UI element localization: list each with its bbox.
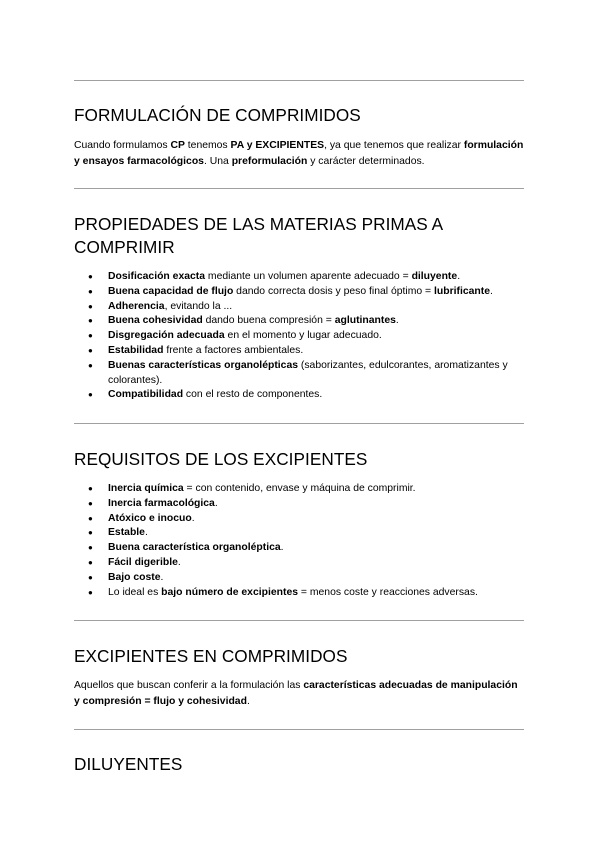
text-run: , ya que tenemos que realizar xyxy=(324,140,464,151)
bold-text: Estabilidad xyxy=(108,344,164,356)
divider-2 xyxy=(74,423,524,424)
bold-text: Buena cohesividad xyxy=(108,315,203,327)
divider-4 xyxy=(74,729,524,730)
bold-text: Dosificación exacta xyxy=(108,271,206,282)
paragraph-formulacion xyxy=(74,138,524,170)
list-item xyxy=(74,359,526,389)
text-run: . xyxy=(280,542,284,554)
list-item xyxy=(74,300,526,315)
text-run: . xyxy=(191,512,195,524)
list-item xyxy=(74,388,526,403)
bold-text: bajo número de excipientes xyxy=(161,586,299,598)
bold-text: lubrificante xyxy=(434,285,491,297)
bold-text: Disgregación adecuada xyxy=(108,330,225,342)
bold-text: CP xyxy=(170,140,185,151)
list-item xyxy=(74,314,526,329)
list-item xyxy=(74,270,526,285)
text-run: en el momento y lugar adecuado. xyxy=(224,330,382,342)
list-item xyxy=(74,285,526,300)
heading-diluyentes: DILUYENTES xyxy=(74,754,183,774)
text-run: . xyxy=(144,527,148,539)
text-run: Lo ideal es xyxy=(108,586,162,598)
text-run: . xyxy=(490,285,493,297)
text-run: tenemos xyxy=(184,140,231,151)
list-item xyxy=(74,497,526,512)
bold-text: Adherencia xyxy=(108,300,165,312)
bold-text: Buena característica organoléptica xyxy=(108,542,281,554)
list-item xyxy=(74,512,526,527)
text-run: . Una xyxy=(203,156,232,167)
list-item xyxy=(74,541,526,556)
text-run: con el resto de componentes. xyxy=(183,389,323,401)
text-run: Cuando formulamos xyxy=(74,140,171,151)
text-run: (saborizantes, edulcorantes, aromatizantes y colorantes). xyxy=(108,359,508,386)
divider-3 xyxy=(74,620,524,621)
heading-requisitos: REQUISITOS DE LOS EXCIPIENTES xyxy=(74,449,368,469)
bold-text: Compatibilidad xyxy=(108,389,184,401)
text-run: . xyxy=(246,696,250,707)
list-item xyxy=(74,526,526,541)
text-run: dando correcta dosis y peso final óptimo = xyxy=(233,285,435,297)
list-item xyxy=(74,556,526,571)
text-run: frente a factores ambientales. xyxy=(163,344,304,356)
paragraph-excipientes xyxy=(74,678,524,710)
bold-text: preformulación xyxy=(231,156,308,167)
text-run: y carácter determinados. xyxy=(307,156,425,167)
bold-text: Inercia farmacológica xyxy=(108,497,215,509)
bold-text: Estable xyxy=(108,527,145,539)
divider-1 xyxy=(74,188,524,189)
bold-text: diluyente xyxy=(411,271,458,282)
bold-text: características adecuadas de manipulación y compresión = flujo y cohesividad xyxy=(74,680,518,707)
text-run: . xyxy=(160,571,164,583)
heading-excipientes: EXCIPIENTES EN COMPRIMIDOS xyxy=(74,646,348,666)
text-run: = menos coste y reacciones adversas. xyxy=(298,586,478,598)
list-requisitos xyxy=(74,482,526,600)
text-run: Aquellos que buscan conferir a la formulación las xyxy=(74,680,304,691)
list-item xyxy=(74,586,526,601)
text-run: , evitando la ... xyxy=(164,300,233,312)
bold-text: aglutinantes xyxy=(334,315,396,327)
bold-text: Buena capacidad de flujo xyxy=(108,285,234,297)
bold-text: Buenas características organolépticas xyxy=(108,359,299,371)
bold-text: Bajo coste xyxy=(108,571,161,583)
text-run: . xyxy=(457,271,461,282)
text-run: . xyxy=(177,556,181,568)
text-run: . xyxy=(395,315,399,327)
list-item xyxy=(74,571,526,586)
bold-text: PA y EXCIPIENTES xyxy=(230,140,325,151)
list-item xyxy=(74,482,526,497)
bold-text: Atóxico e inocuo xyxy=(108,512,192,524)
list-propiedades xyxy=(74,270,526,403)
heading-propiedades: PROPIEDADES DE LAS MATERIAS PRIMAS A COMPRIMIR xyxy=(74,214,443,257)
bold-text: Inercia química xyxy=(108,483,184,494)
text-run: mediante un volumen aparente adecuado = xyxy=(205,271,412,282)
text-run: dando buena compresión = xyxy=(202,315,335,327)
text-run: . xyxy=(214,497,218,509)
list-item xyxy=(74,344,526,359)
heading-formulacion: FORMULACIÓN DE COMPRIMIDOS xyxy=(74,105,361,125)
divider-top xyxy=(74,80,524,81)
bold-text: formulación y ensayos farmacológicos xyxy=(74,140,524,167)
bold-text: Fácil digerible xyxy=(108,556,178,568)
text-run: = con contenido, envase y máquina de comprimir. xyxy=(183,483,416,494)
list-item xyxy=(74,329,526,344)
